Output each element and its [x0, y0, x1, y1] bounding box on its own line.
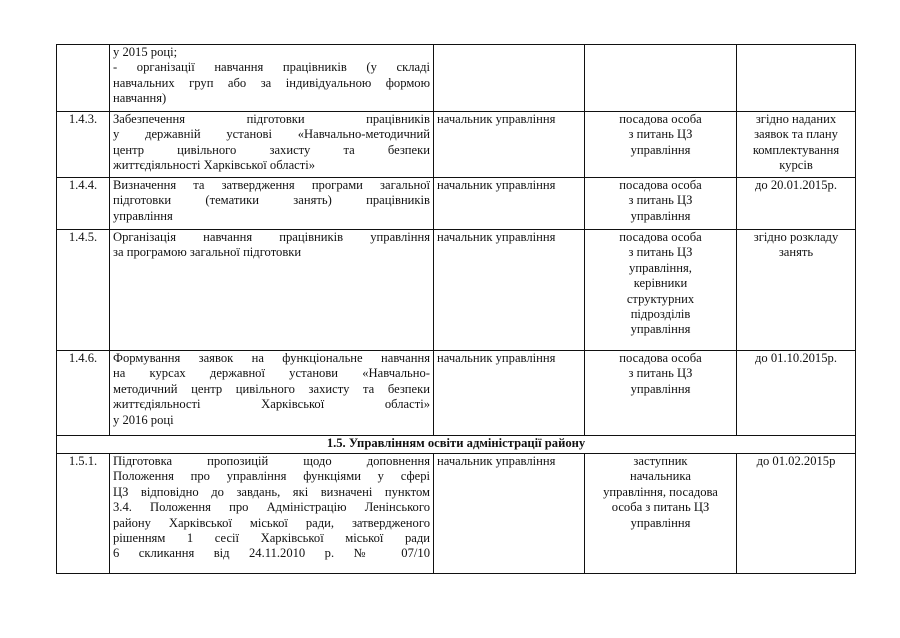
- row-responsible: [434, 45, 585, 112]
- plan-table: [56, 44, 856, 574]
- table-row: [57, 178, 856, 230]
- section-title: 1.5. Управлінням освіти адміністрації району: [57, 436, 856, 454]
- row-executor: посадова особа з питань ЦЗ управління, керівники структурних підрозділів управління: [585, 230, 737, 351]
- row-term: до 01.02.2015р: [737, 454, 856, 574]
- row-description: Підготовка пропозицій щодо доповнення Положення про управління функціями у сфері ЦЗ відповідно до завдань, які визначені пунктом 3.4. Положення про Адміністрацію Ленінського району Харківської міської ради, затвердженого рішенням 1 сесії Харківської міської ради 6 скликання від 24.11.2010 р. № 07/10: [110, 454, 434, 574]
- row-term: [737, 45, 856, 112]
- row-term: згідно розкладу занять: [737, 230, 856, 351]
- row-description: Організація навчання працівників управління за програмою загальної підготовки: [110, 230, 434, 351]
- row-number: 1.4.3.: [57, 112, 110, 178]
- row-term: до 01.10.2015р.: [737, 351, 856, 436]
- row-responsible: начальник управління: [434, 454, 585, 574]
- table-row: [57, 351, 856, 436]
- row-executor: заступник начальника управління, посадова особа з питань ЦЗ управління: [585, 454, 737, 574]
- row-description: Визначення та затвердження програми загальної підготовки (тематики занять) працівників управління: [110, 178, 434, 230]
- row-responsible: начальник управління: [434, 112, 585, 178]
- row-number: 1.4.5.: [57, 230, 110, 351]
- row-responsible: начальник управління: [434, 178, 585, 230]
- row-number: 1.4.4.: [57, 178, 110, 230]
- row-number: 1.5.1.: [57, 454, 110, 574]
- row-description: Формування заявок на функціональне навчання на курсах державної установи «Навчально- методичний центр цивільного захисту та безпеки життєдіяльності Харківської області» у 2016 році: [110, 351, 434, 436]
- row-executor: [585, 45, 737, 112]
- row-responsible: начальник управління: [434, 230, 585, 351]
- table-row: [57, 45, 856, 112]
- row-term: згідно наданих заявок та плану комплектування курсів: [737, 112, 856, 178]
- row-description: Забезпечення підготовки працівників у державній установі «Навчально-методичний центр цивільного захисту та безпеки життєдіяльності Харківської області»: [110, 112, 434, 178]
- row-description: у 2015 році; - організації навчання працівників (у складі навчальних груп або за індивідуальною формою навчання): [110, 45, 434, 112]
- row-executor: посадова особа з питань ЦЗ управління: [585, 178, 737, 230]
- row-executor: посадова особа з питань ЦЗ управління: [585, 351, 737, 436]
- section-row: [57, 436, 856, 454]
- row-responsible: начальник управління: [434, 351, 585, 436]
- row-number: 1.4.6.: [57, 351, 110, 436]
- row-executor: посадова особа з питань ЦЗ управління: [585, 112, 737, 178]
- table-row: [57, 112, 856, 178]
- row-number: [57, 45, 110, 112]
- table-row: [57, 230, 856, 351]
- table-row: [57, 454, 856, 574]
- row-term: до 20.01.2015р.: [737, 178, 856, 230]
